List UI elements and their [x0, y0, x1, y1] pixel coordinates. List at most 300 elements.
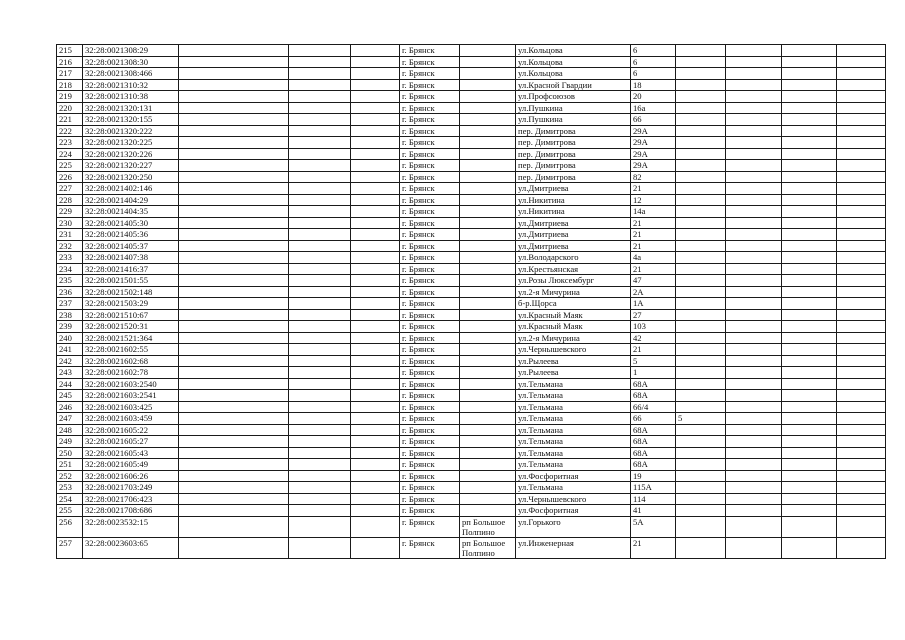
- empty-cell: [782, 470, 837, 482]
- empty-cell: [289, 125, 351, 137]
- empty-cell: [726, 240, 782, 252]
- street-cell: ул.Тельмана: [516, 401, 631, 413]
- empty-cell: [179, 493, 289, 505]
- building-number-cell: [676, 263, 726, 275]
- city-cell: г. Брянск: [400, 367, 460, 379]
- city-cell: г. Брянск: [400, 68, 460, 80]
- settlement-cell: [460, 229, 516, 241]
- house-number-cell: 20: [631, 91, 676, 103]
- building-number-cell: [676, 321, 726, 333]
- empty-cell: [837, 125, 886, 137]
- empty-cell: [726, 171, 782, 183]
- empty-cell: [837, 355, 886, 367]
- empty-cell: [351, 390, 400, 402]
- settlement-cell: [460, 355, 516, 367]
- settlement-cell: [460, 194, 516, 206]
- table-row: [57, 298, 886, 310]
- city-cell: г. Брянск: [400, 45, 460, 57]
- empty-cell: [351, 137, 400, 149]
- empty-cell: [351, 298, 400, 310]
- empty-cell: [289, 275, 351, 287]
- settlement-cell: [460, 263, 516, 275]
- house-number-cell: 68А: [631, 459, 676, 471]
- house-number-cell: 29А: [631, 125, 676, 137]
- empty-cell: [837, 171, 886, 183]
- empty-cell: [351, 91, 400, 103]
- street-cell: ул.Никитина: [516, 194, 631, 206]
- empty-cell: [837, 137, 886, 149]
- building-number-cell: [676, 355, 726, 367]
- table-row: [57, 252, 886, 264]
- table-row: [57, 68, 886, 80]
- settlement-cell: [460, 309, 516, 321]
- settlement-cell: [460, 240, 516, 252]
- empty-cell: [179, 160, 289, 172]
- empty-cell: [179, 344, 289, 356]
- cadastral-number-cell: 32:28:0023603:65: [83, 537, 179, 558]
- street-cell: ул.Тельмана: [516, 378, 631, 390]
- empty-cell: [351, 344, 400, 356]
- building-number-cell: [676, 505, 726, 517]
- empty-cell: [289, 390, 351, 402]
- empty-cell: [837, 56, 886, 68]
- empty-cell: [726, 516, 782, 537]
- house-number-cell: 103: [631, 321, 676, 333]
- empty-cell: [782, 493, 837, 505]
- table-row: [57, 344, 886, 356]
- empty-cell: [179, 332, 289, 344]
- house-number-cell: 68А: [631, 424, 676, 436]
- city-cell: г. Брянск: [400, 160, 460, 172]
- empty-cell: [782, 102, 837, 114]
- empty-cell: [782, 482, 837, 494]
- empty-cell: [289, 355, 351, 367]
- building-number-cell: [676, 229, 726, 241]
- street-cell: пер. Димитрова: [516, 137, 631, 149]
- row-number-cell: 237: [57, 298, 83, 310]
- empty-cell: [726, 332, 782, 344]
- street-cell: ул.Рылеева: [516, 355, 631, 367]
- table-row: [57, 229, 886, 241]
- cadastral-number-cell: 32:28:0021320:155: [83, 114, 179, 126]
- city-cell: г. Брянск: [400, 505, 460, 517]
- city-cell: г. Брянск: [400, 56, 460, 68]
- empty-cell: [289, 252, 351, 264]
- settlement-cell: [460, 447, 516, 459]
- building-number-cell: [676, 470, 726, 482]
- house-number-cell: 29А: [631, 148, 676, 160]
- empty-cell: [837, 344, 886, 356]
- empty-cell: [351, 355, 400, 367]
- building-number-cell: [676, 367, 726, 379]
- city-cell: г. Брянск: [400, 252, 460, 264]
- house-number-cell: 115А: [631, 482, 676, 494]
- city-cell: г. Брянск: [400, 183, 460, 195]
- street-cell: ул.Тельмана: [516, 482, 631, 494]
- settlement-cell: [460, 378, 516, 390]
- building-number-cell: [676, 217, 726, 229]
- empty-cell: [289, 56, 351, 68]
- empty-cell: [351, 321, 400, 333]
- city-cell: г. Брянск: [400, 493, 460, 505]
- street-cell: ул.Тельмана: [516, 459, 631, 471]
- empty-cell: [837, 160, 886, 172]
- row-number-cell: 223: [57, 137, 83, 149]
- house-number-cell: 68А: [631, 436, 676, 448]
- row-number-cell: 234: [57, 263, 83, 275]
- row-number-cell: 228: [57, 194, 83, 206]
- empty-cell: [782, 252, 837, 264]
- building-number-cell: [676, 171, 726, 183]
- cadastral-number-cell: 32:28:0021308:30: [83, 56, 179, 68]
- table-row: [57, 160, 886, 172]
- cadastral-number-cell: 32:28:0021320:250: [83, 171, 179, 183]
- settlement-cell: рп Большое Полпино: [460, 516, 516, 537]
- empty-cell: [837, 79, 886, 91]
- empty-cell: [289, 79, 351, 91]
- building-number-cell: [676, 160, 726, 172]
- empty-cell: [782, 286, 837, 298]
- city-cell: г. Брянск: [400, 275, 460, 287]
- empty-cell: [726, 298, 782, 310]
- empty-cell: [351, 332, 400, 344]
- row-number-cell: 239: [57, 321, 83, 333]
- empty-cell: [837, 45, 886, 57]
- empty-cell: [837, 229, 886, 241]
- empty-cell: [179, 286, 289, 298]
- building-number-cell: [676, 344, 726, 356]
- empty-cell: [782, 355, 837, 367]
- city-cell: г. Брянск: [400, 401, 460, 413]
- empty-cell: [726, 378, 782, 390]
- empty-cell: [179, 171, 289, 183]
- table-row: [57, 148, 886, 160]
- house-number-cell: 27: [631, 309, 676, 321]
- house-number-cell: 42: [631, 332, 676, 344]
- row-number-cell: 241: [57, 344, 83, 356]
- empty-cell: [289, 102, 351, 114]
- building-number-cell: [676, 447, 726, 459]
- cadastral-number-cell: 32:28:0021603:425: [83, 401, 179, 413]
- empty-cell: [179, 68, 289, 80]
- empty-cell: [289, 148, 351, 160]
- city-cell: г. Брянск: [400, 436, 460, 448]
- building-number-cell: [676, 493, 726, 505]
- cadastral-number-cell: 32:28:0021501:55: [83, 275, 179, 287]
- empty-cell: [179, 470, 289, 482]
- empty-cell: [726, 286, 782, 298]
- building-number-cell: [676, 424, 726, 436]
- row-number-cell: 253: [57, 482, 83, 494]
- empty-cell: [351, 516, 400, 537]
- street-cell: ул.Дмитриева: [516, 229, 631, 241]
- empty-cell: [726, 125, 782, 137]
- house-number-cell: 5А: [631, 516, 676, 537]
- table-row: [57, 217, 886, 229]
- empty-cell: [837, 505, 886, 517]
- empty-cell: [179, 413, 289, 425]
- empty-cell: [782, 309, 837, 321]
- empty-cell: [837, 332, 886, 344]
- empty-cell: [179, 114, 289, 126]
- city-cell: г. Брянск: [400, 309, 460, 321]
- empty-cell: [351, 148, 400, 160]
- empty-cell: [837, 114, 886, 126]
- empty-cell: [837, 413, 886, 425]
- empty-cell: [179, 102, 289, 114]
- empty-cell: [289, 332, 351, 344]
- house-number-cell: 82: [631, 171, 676, 183]
- building-number-cell: [676, 45, 726, 57]
- row-number-cell: 249: [57, 436, 83, 448]
- empty-cell: [179, 482, 289, 494]
- row-number-cell: 246: [57, 401, 83, 413]
- settlement-cell: [460, 459, 516, 471]
- empty-cell: [351, 240, 400, 252]
- house-number-cell: 6: [631, 45, 676, 57]
- empty-cell: [289, 309, 351, 321]
- house-number-cell: 68А: [631, 378, 676, 390]
- row-number-cell: 238: [57, 309, 83, 321]
- cadastral-number-cell: 32:28:0021706:423: [83, 493, 179, 505]
- cadastral-number-cell: 32:28:0021405:36: [83, 229, 179, 241]
- empty-cell: [726, 217, 782, 229]
- street-cell: ул.Фосфоритная: [516, 505, 631, 517]
- empty-cell: [351, 537, 400, 558]
- street-cell: ул.Пушкина: [516, 102, 631, 114]
- empty-cell: [179, 459, 289, 471]
- table-row: [57, 424, 886, 436]
- city-cell: г. Брянск: [400, 332, 460, 344]
- settlement-cell: [460, 413, 516, 425]
- street-cell: ул.Дмитриева: [516, 183, 631, 195]
- empty-cell: [289, 436, 351, 448]
- table-row: [57, 537, 886, 558]
- empty-cell: [289, 206, 351, 218]
- street-cell: ул.Красный Маяк: [516, 309, 631, 321]
- city-cell: г. Брянск: [400, 424, 460, 436]
- empty-cell: [289, 367, 351, 379]
- empty-cell: [782, 194, 837, 206]
- building-number-cell: [676, 252, 726, 264]
- cadastral-number-cell: 32:28:0021605:27: [83, 436, 179, 448]
- empty-cell: [837, 470, 886, 482]
- empty-cell: [782, 45, 837, 57]
- city-cell: г. Брянск: [400, 91, 460, 103]
- empty-cell: [782, 137, 837, 149]
- empty-cell: [726, 68, 782, 80]
- row-number-cell: 240: [57, 332, 83, 344]
- empty-cell: [782, 413, 837, 425]
- empty-cell: [837, 378, 886, 390]
- building-number-cell: [676, 183, 726, 195]
- house-number-cell: 6: [631, 56, 676, 68]
- row-number-cell: 232: [57, 240, 83, 252]
- empty-cell: [726, 413, 782, 425]
- empty-cell: [782, 114, 837, 126]
- address-table: [56, 44, 886, 559]
- settlement-cell: [460, 252, 516, 264]
- street-cell: ул.Тельмана: [516, 447, 631, 459]
- empty-cell: [351, 447, 400, 459]
- empty-cell: [782, 378, 837, 390]
- table-row: [57, 378, 886, 390]
- empty-cell: [289, 240, 351, 252]
- street-cell: ул.Горького: [516, 516, 631, 537]
- house-number-cell: 2А: [631, 286, 676, 298]
- street-cell: ул.Володарского: [516, 252, 631, 264]
- empty-cell: [726, 102, 782, 114]
- empty-cell: [179, 91, 289, 103]
- empty-cell: [726, 45, 782, 57]
- city-cell: г. Брянск: [400, 413, 460, 425]
- building-number-cell: [676, 332, 726, 344]
- row-number-cell: 236: [57, 286, 83, 298]
- empty-cell: [837, 263, 886, 275]
- row-number-cell: 251: [57, 459, 83, 471]
- empty-cell: [289, 298, 351, 310]
- city-cell: г. Брянск: [400, 217, 460, 229]
- empty-cell: [726, 160, 782, 172]
- city-cell: г. Брянск: [400, 240, 460, 252]
- cadastral-number-cell: 32:28:0021605:43: [83, 447, 179, 459]
- table-row: [57, 332, 886, 344]
- settlement-cell: [460, 321, 516, 333]
- empty-cell: [351, 56, 400, 68]
- row-number-cell: 216: [57, 56, 83, 68]
- empty-cell: [782, 229, 837, 241]
- empty-cell: [351, 68, 400, 80]
- cadastral-number-cell: 32:28:0021405:37: [83, 240, 179, 252]
- city-cell: г. Брянск: [400, 482, 460, 494]
- row-number-cell: 247: [57, 413, 83, 425]
- settlement-cell: [460, 332, 516, 344]
- street-cell: ул.Красный Маяк: [516, 321, 631, 333]
- row-number-cell: 257: [57, 537, 83, 558]
- city-cell: г. Брянск: [400, 459, 460, 471]
- empty-cell: [782, 275, 837, 287]
- settlement-cell: [460, 470, 516, 482]
- cadastral-number-cell: 32:28:0021602:68: [83, 355, 179, 367]
- empty-cell: [837, 194, 886, 206]
- empty-cell: [351, 378, 400, 390]
- empty-cell: [782, 240, 837, 252]
- empty-cell: [351, 252, 400, 264]
- empty-cell: [351, 194, 400, 206]
- table-row: [57, 137, 886, 149]
- empty-cell: [782, 516, 837, 537]
- building-number-cell: [676, 148, 726, 160]
- empty-cell: [351, 45, 400, 57]
- table-row: [57, 45, 886, 57]
- city-cell: г. Брянск: [400, 125, 460, 137]
- house-number-cell: 21: [631, 217, 676, 229]
- table-row: [57, 91, 886, 103]
- building-number-cell: [676, 401, 726, 413]
- empty-cell: [837, 367, 886, 379]
- building-number-cell: [676, 390, 726, 402]
- empty-cell: [782, 125, 837, 137]
- cadastral-number-cell: 32:28:0021605:49: [83, 459, 179, 471]
- empty-cell: [837, 102, 886, 114]
- empty-cell: [351, 229, 400, 241]
- settlement-cell: [460, 505, 516, 517]
- house-number-cell: 114: [631, 493, 676, 505]
- row-number-cell: 220: [57, 102, 83, 114]
- empty-cell: [179, 148, 289, 160]
- street-cell: ул.Пушкина: [516, 114, 631, 126]
- cadastral-number-cell: 32:28:0021708:686: [83, 505, 179, 517]
- empty-cell: [782, 263, 837, 275]
- city-cell: г. Брянск: [400, 102, 460, 114]
- settlement-cell: [460, 206, 516, 218]
- empty-cell: [351, 125, 400, 137]
- empty-cell: [289, 413, 351, 425]
- empty-cell: [351, 367, 400, 379]
- table-row: [57, 309, 886, 321]
- cadastral-number-cell: 32:28:0021310:38: [83, 91, 179, 103]
- house-number-cell: 1А: [631, 298, 676, 310]
- street-cell: ул.Никитина: [516, 206, 631, 218]
- settlement-cell: [460, 390, 516, 402]
- empty-cell: [289, 505, 351, 517]
- cadastral-number-cell: 32:28:0023532:15: [83, 516, 179, 537]
- empty-cell: [289, 171, 351, 183]
- house-number-cell: 66/4: [631, 401, 676, 413]
- settlement-cell: [460, 367, 516, 379]
- settlement-cell: [460, 183, 516, 195]
- empty-cell: [351, 470, 400, 482]
- row-number-cell: 244: [57, 378, 83, 390]
- empty-cell: [726, 309, 782, 321]
- empty-cell: [351, 493, 400, 505]
- house-number-cell: 16а: [631, 102, 676, 114]
- building-number-cell: [676, 79, 726, 91]
- empty-cell: [289, 286, 351, 298]
- house-number-cell: 5: [631, 355, 676, 367]
- city-cell: г. Брянск: [400, 137, 460, 149]
- settlement-cell: [460, 401, 516, 413]
- empty-cell: [782, 79, 837, 91]
- empty-cell: [837, 447, 886, 459]
- empty-cell: [726, 137, 782, 149]
- table-row: [57, 493, 886, 505]
- empty-cell: [726, 424, 782, 436]
- cadastral-number-cell: 32:28:0021402:146: [83, 183, 179, 195]
- building-number-cell: [676, 275, 726, 287]
- empty-cell: [179, 240, 289, 252]
- row-number-cell: 218: [57, 79, 83, 91]
- empty-cell: [782, 424, 837, 436]
- street-cell: ул.Чернышевского: [516, 344, 631, 356]
- cadastral-number-cell: 32:28:0021308:466: [83, 68, 179, 80]
- empty-cell: [837, 298, 886, 310]
- empty-cell: [351, 275, 400, 287]
- empty-cell: [289, 45, 351, 57]
- settlement-cell: [460, 160, 516, 172]
- building-number-cell: [676, 91, 726, 103]
- empty-cell: [351, 459, 400, 471]
- table-row: [57, 206, 886, 218]
- street-cell: ул.Крестьянская: [516, 263, 631, 275]
- empty-cell: [782, 447, 837, 459]
- empty-cell: [726, 275, 782, 287]
- empty-cell: [782, 148, 837, 160]
- empty-cell: [289, 229, 351, 241]
- house-number-cell: 68А: [631, 390, 676, 402]
- empty-cell: [726, 459, 782, 471]
- empty-cell: [782, 91, 837, 103]
